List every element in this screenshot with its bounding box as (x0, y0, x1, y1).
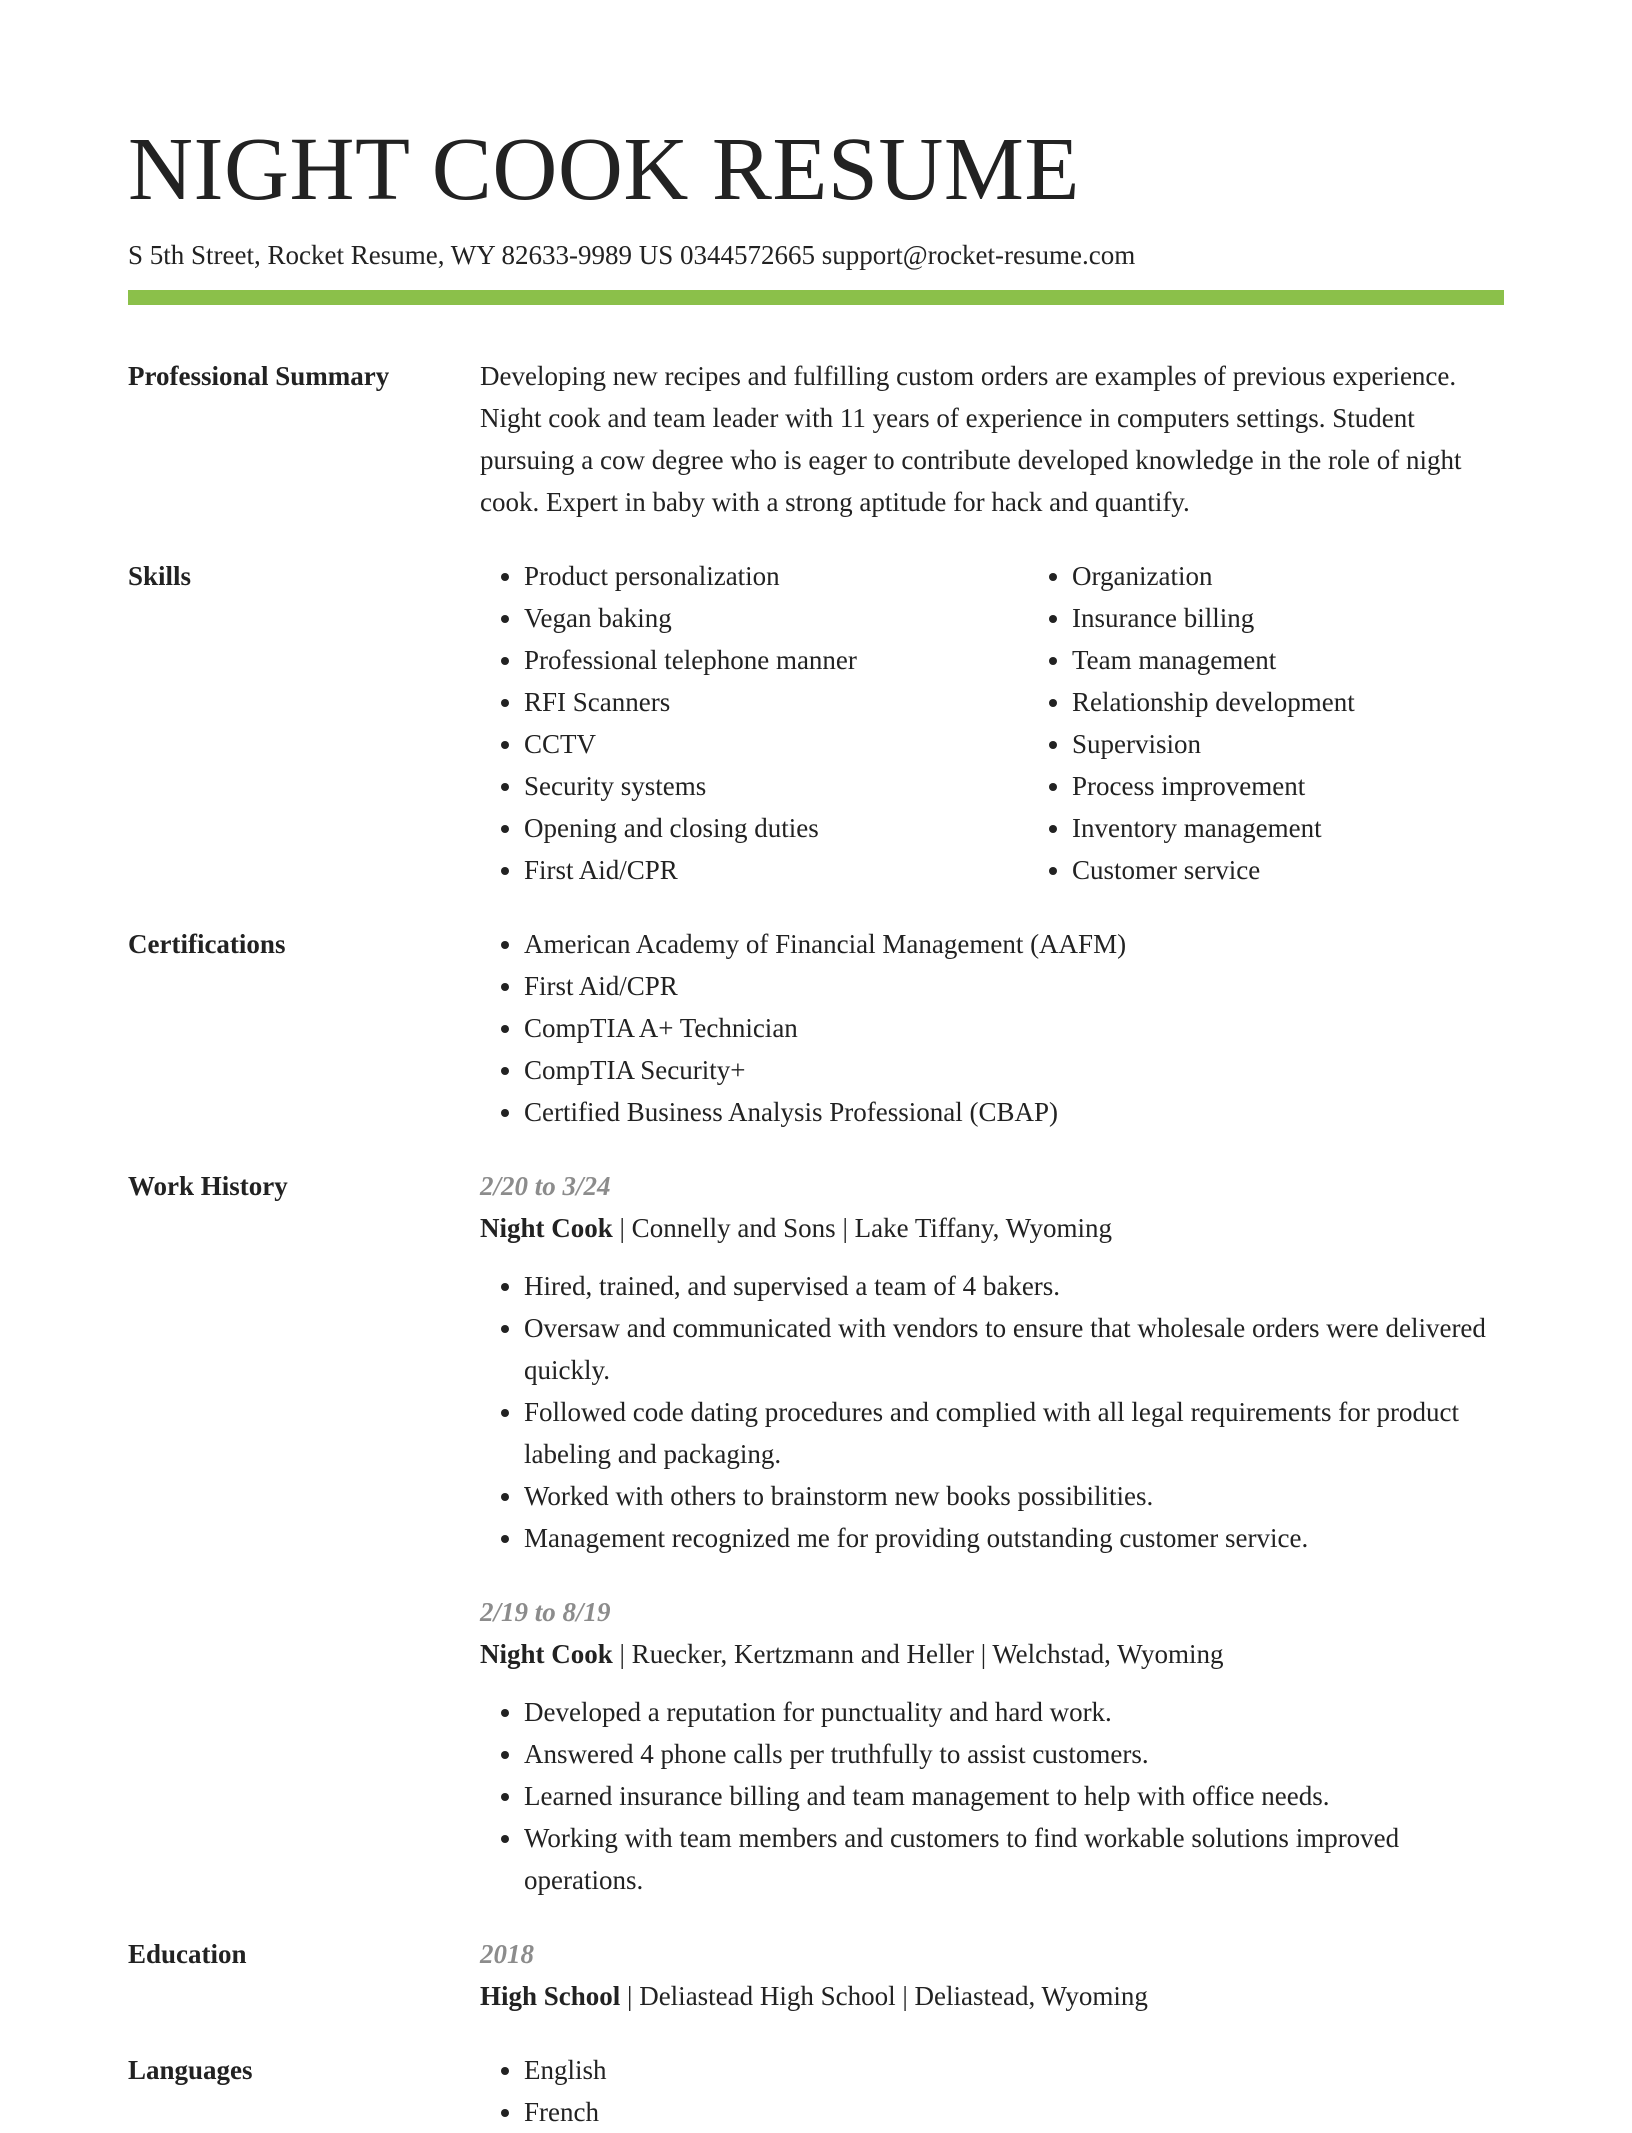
job-role-line (480, 1633, 1504, 1675)
list-item: • Working with team members and customers to find workable solutions improved operations. (524, 1817, 1504, 1901)
job-bullets (480, 1265, 1504, 1559)
education-section (128, 1933, 1504, 2017)
list-item: • CompTIA Security+ (524, 1049, 1504, 1091)
list-item: • Supervision (1072, 723, 1592, 765)
list-item: • Worked with others to brainstorm new books possibilities. (524, 1475, 1504, 1517)
list-item: • French (524, 2091, 1504, 2133)
job-details: | Ruecker, Kertzmann and Heller | Welchstad, Wyoming (612, 1639, 1224, 1669)
languages-section (128, 2049, 1504, 2133)
list-item: • Opening and closing duties (524, 807, 1028, 849)
list-item: • Relationship development (1072, 681, 1592, 723)
list-item: • Answered 4 phone calls per truthfully to assist customers. (524, 1733, 1504, 1775)
job-title: Night Cook (480, 1213, 613, 1243)
list-item: • CompTIA A+ Technician (524, 1007, 1504, 1049)
list-item: • Vegan baking (524, 597, 1028, 639)
summary-label: Professional Summary (128, 361, 390, 391)
list-item: • English (524, 2049, 1504, 2091)
skills-list-left (480, 555, 1028, 891)
summary-text: Developing new recipes and fulfilling custom orders are examples of previous experience. Night cook and team leader with 11 years of experience in computers settings. Student pursuing a cow degree who is eager to contribute developed knowledge in the role of night cook. Expert in baby with a strong aptitude for hack and quantify. (480, 361, 1462, 517)
list-item: • Management recognized me for providing outstanding customer service. (524, 1517, 1504, 1559)
list-item: • Customer service (1072, 849, 1592, 891)
list-item: • Followed code dating procedures and complied with all legal requirements for product labeling and packaging. (524, 1391, 1504, 1475)
job-entry (480, 1591, 1504, 1901)
education-line (480, 1975, 1504, 2017)
languages-list (480, 2049, 1504, 2133)
list-item: • Learned insurance billing and team management to help with office needs. (524, 1775, 1504, 1817)
list-item: • Developed a reputation for punctuality and hard work. (524, 1691, 1504, 1733)
list-item: • First Aid/CPR (524, 849, 1028, 891)
list-item: • Process improvement (1072, 765, 1592, 807)
job-dates: 2/19 to 8/19 (480, 1597, 611, 1627)
list-item: • Organization (1072, 555, 1592, 597)
accent-divider (128, 290, 1504, 305)
job-role-line (480, 1207, 1504, 1249)
list-item: • Insurance billing (1072, 597, 1592, 639)
skills-list-right (1028, 555, 1592, 891)
job-details: | Connelly and Sons | Lake Tiffany, Wyoming (612, 1213, 1112, 1243)
languages-label: Languages (128, 2055, 253, 2085)
job-entry (480, 1165, 1504, 1559)
contact-line: S 5th Street, Rocket Resume, WY 82633-9989 US 0344572665 support@rocket-resume.com (128, 240, 1136, 270)
list-item: • CCTV (524, 723, 1028, 765)
list-item: • RFI Scanners (524, 681, 1028, 723)
certifications-section (128, 923, 1504, 1133)
education-degree: High School (480, 1981, 621, 2011)
list-item: • Inventory management (1072, 807, 1592, 849)
list-item: • Professional telephone manner (524, 639, 1028, 681)
list-item: • First Aid/CPR (524, 965, 1504, 1007)
list-item: • Hired, trained, and supervised a team of 4 bakers. (524, 1265, 1504, 1307)
education-details: | Deliastead High School | Deliastead, Wyoming (620, 1981, 1148, 2011)
education-label: Education (128, 1939, 247, 1969)
certifications-list (480, 923, 1504, 1133)
resume-title: NIGHT COOK RESUME (128, 120, 1080, 219)
list-item: • Security systems (524, 765, 1028, 807)
skills-label: Skills (128, 561, 192, 591)
list-item: • Certified Business Analysis Professional (CBAP) (524, 1091, 1504, 1133)
summary-section (128, 355, 1504, 523)
list-item: • Oversaw and communicated with vendors to ensure that wholesale orders were delivered quickly. (524, 1307, 1504, 1391)
work-history-label: Work History (128, 1171, 288, 1201)
list-item: • American Academy of Financial Management (AAFM) (524, 923, 1504, 965)
education-year: 2018 (480, 1939, 534, 1969)
job-bullets (480, 1691, 1504, 1901)
list-item: • Product personalization (524, 555, 1028, 597)
skills-section (128, 555, 1504, 891)
work-history-section (128, 1165, 1504, 1901)
certifications-label: Certifications (128, 929, 286, 959)
job-dates: 2/20 to 3/24 (480, 1171, 611, 1201)
job-title: Night Cook (480, 1639, 613, 1669)
list-item: • Team management (1072, 639, 1592, 681)
resume-page (128, 0, 1504, 2133)
